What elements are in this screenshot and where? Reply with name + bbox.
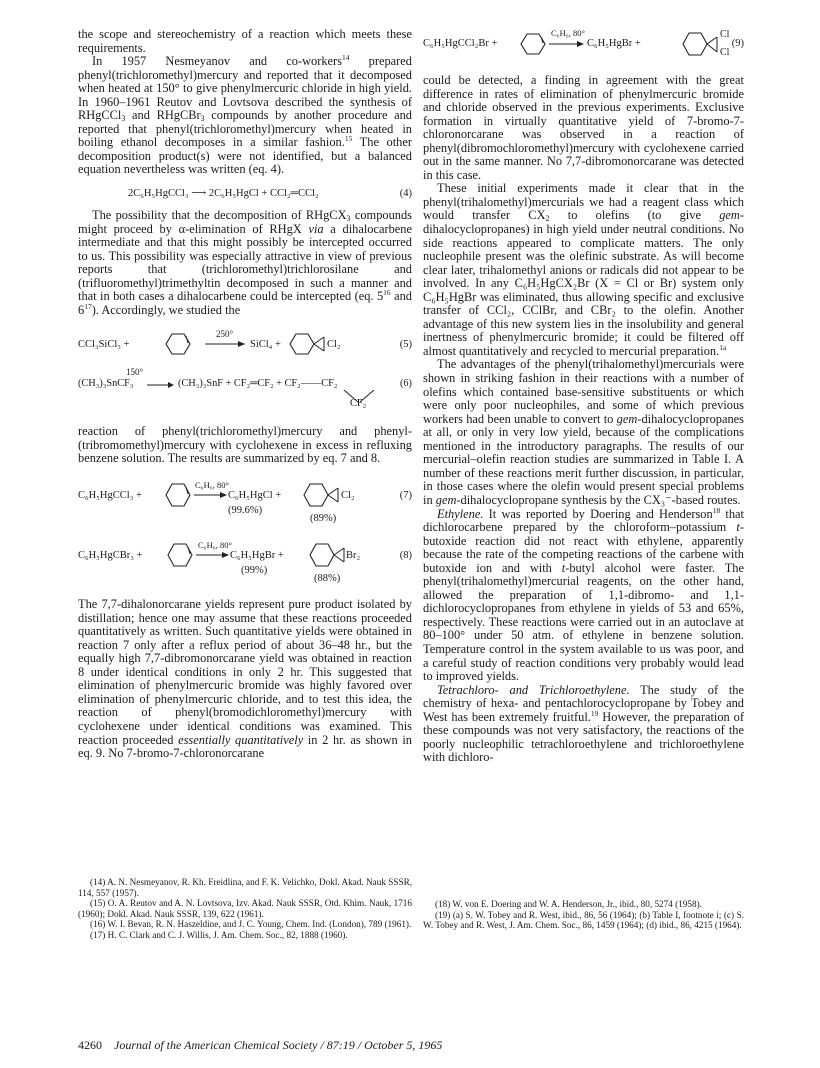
paragraph: Tetrachloro- and Trichloroethylene. The study of the chemistry of hexa- and pentachlorocyclopropane by Tobey and West has been extremely fruitful.$^{19}$ However, the preparation of these compounds was not very satisfactory, the reactions of the poorly nucleophilic tetrachloroethylene and trichloroethylene with dichloro-: [423, 682, 744, 765]
journal-issue: / 87:19 / October 5, 1965: [320, 1038, 443, 1052]
footnote: (14) A. N. Nesmeyanov, R. Kh. Freidlina, and F. K. Velichko, Dokl. Akad. Nauk SSSR, 114, 557 (1957).: [78, 877, 412, 898]
paragraph: could be detected, a finding in agreement with the great difference in rates of elimination of phenylmercuric bromide and chloride observed in the previous experiments. Exclusive formation in virtually quantitative yield of 7-bromo-7-chloronorcarane was observed in a reaction of phenyl(dibromochloromethyl)mercury with cyclohexene carried out in the same manner. No 7,7-dibromonorcarane was detected in this case.: [423, 73, 744, 182]
paragraph: The possibility that the decomposition of RHgCX$_3$ compounds might proceed by α-elimination of RHgX via a dihalocarbene intermediate and that this might possibly be intercepted occurred to us. This possibility was especially attractive in view of previous reports that (trichloromethyl)trichlorosilane and (trifluoromethyl)trimethyltin decomposed in such a manner and that in both cases a dihalocarbene could be intercepted (eq. $5^{16}$ and $6^{17}$). Accordingly, we studied the: [78, 208, 412, 317]
equation-6: 150° (CH₃)₃SnCF₃ (CH₃)₃SnF + CF₂═CF₂ + CF₂——CF₂ CF₂ (6): [78, 367, 412, 410]
footnote: (19) (a) S. W. Tobey and R. West, ibid., 86, 56 (1964); (b) Table I, footnote i; (c) S. W. Tobey and R. West, J. Am. Chem. Soc., 86, 1459 (1964); (d) ibid., 86, 4215 (1964).: [423, 909, 744, 931]
journal-name: Journal of the American Chemical Society: [114, 1038, 318, 1052]
equation-8: C₆H₅HgCBr₃ + C₆H₆, 80° C₆H₅HgBr + (99%) Br₂ (88%) (8): [78, 538, 412, 588]
footnotes-right: [423, 899, 744, 931]
page-footer: [78, 1038, 442, 1053]
paragraph: The 7,7-dihalonorcarane yields represent pure product isolated by distillation; hence one may assume that these reactions proceeded quantitatively as written. Such quantitative yields were obtained in reaction 7 only after a reflux period of about 36–48 hr., but the equally high 7,7-dibromonorcarane yield was obtained in reaction 8 under identical conditions in only 2 hr. This suggested that elimination of phenylmercuric bromide was highly favored over elimination of phenylmercuric chloride, and to test this idea, the reaction of phenyl(bromodichloromethyl)mercury with cyclohexene under identical conditions was examined. This reaction proceeded essentially quantitatively in 2 hr. as shown in eq. 9. No 7-bromo-7-chloronorcarane: [78, 597, 412, 761]
footnote: (18) W. von E. Doering and W. A. Henderson, Jr., ibid., 80, 5274 (1958).: [435, 899, 702, 909]
paragraph: reaction of phenyl(trichloromethyl)mercury and phenyl-(tribromomethyl)mercury with cyclohexene in excess in refluxing benzene solution. The results are summarized by eq. 7 and 8.: [78, 424, 412, 466]
page-number: 4260: [78, 1038, 102, 1052]
section-heading: Tetrachloro- and Trichloroethylene.: [437, 682, 630, 697]
paragraph: Ethylene. It was reported by Doering and Henderson$^{18}$ that dichlorocarbene prepared by the chloroform–potassium t-butoxide reaction did not react with ethylene, apparently because the rate of the competing reactions of the carbene with butoxide ion and with t-butyl alcohol were faster. The phenyl(trihalomethyl)mercurial reagents, on the other hand, allowed the preparation of 1,1-dibromo- and 1,1-dichlorocyclopropanes from ethylene in yields of 53 and 65%, respectively. These reactions were carried out in an autoclave at 80–100° under 50 atm. of ethylene in benzene solution. Temperature control in the system available to us was poor, and a careful study of reaction conditions very probably would lead to improved yields.: [423, 505, 744, 684]
arrow-icon: [147, 381, 175, 389]
section-heading: Ethylene.: [437, 506, 484, 521]
equation-7: C₆H₅HgCCl₃ + C₆H₆, 80° C₆H₅HgCl + (99.6%) Cl₂ (89%) (7): [78, 478, 412, 528]
footnotes-left: [78, 877, 412, 941]
paragraph: These initial experiments made it clear that in the phenyl(trihalomethyl)mercurials we had a reagent class which would transfer $CX_2$ to olefins (to give gem-dihalocyclopropanes) in high yield under neutral conditions. No side reactions appeared to complicate matters. The only nucleophile present was the olefinic substrate. As will become clear later, trihalomethyl anions or radicals did not appear to be involved. In any C₆H₅HgCX₂Br (X = Cl or Br) system only C₆H₅HgBr was eliminated, thus allowing specific and exclusive transfer of CCl₂, CClBr, and CBr₂ to the olefin. Another advantage of this new system lies in the insolubility and general inertness of phenylmercuric bromide; it could be filtered off almost quantitatively and recycled to mercurial preparation.$^{1a}$: [423, 181, 744, 358]
equation-5: CCl₃SiCl₃ + 250° SiCl₄ + Cl₂ (5): [78, 327, 412, 361]
equation-5-structures: [160, 327, 410, 361]
equation-9: C₆H₅HgCCl₂Br + C₆H₆, 80° C₆H₅HgBr + Cl Cl (9): [423, 28, 744, 64]
paragraph: The advantages of the phenyl(trihalomethyl)mercurials were shown in striking fashion in their reactions with a number of olefins which contained base-sensitive substituents or which were only poor nucleophiles, and some of which previous workers had been unable to convert to gem-dihalocyclopropanes at all, or only in very low yield, because of the complications mentioned in the introductory paragraphs. The results of our mercurial–olefin reaction studies are summarized in Table I. A number of these reactions merit further discussion, in particular, in those cases where the olefin would present special problems in gem-dihalocyclopropane synthesis by the CX₃⁻-based routes.: [423, 357, 744, 507]
footnote: (15) O. A. Reutov and A. N. Lovtsova, Izv. Akad. Nauk SSSR, Otd. Khim. Nauk, 1716 (1960); Dokl. Akad. Nauk SSSR, 139, 622 (1961).: [78, 898, 412, 919]
paragraph: the scope and stereochemistry of a reaction which meets these requirements.: [78, 27, 412, 55]
ref-marker: 14: [342, 53, 350, 63]
equation-4: 2C₆H₅HgCCl₃ ⟶ 2C₆H₅HgCl + CCl₂═CCl₂ (4): [128, 187, 412, 200]
footnote: (16) W. I. Bevan, R. N. Haszeldine, and J. C. Young, Chem. Ind. (London), 789 (1961).: [90, 919, 412, 930]
left-column: [78, 28, 412, 761]
ref-marker: 15: [344, 134, 353, 144]
right-column: [423, 28, 744, 765]
paragraph: In 1957 Nesmeyanov and co-workers$^{14}$ prepared phenyl(trichloromethyl)mercury and reported that it decomposed when heated at 150° to give phenylmercuric chloride in high yield. In 1960–1961 Reutov and Lovtsova described the synthesis of RHgCCl$_3$ and RHgCBr$_3$ compounds by another procedure and reported that phenyl(trichloromethyl)mercury when heated in boiling ethanol decomposes in a similar fashion.$^{15}$ The other decomposition product(s) were not identified, but a balanced equation nevertheless was written (eq. 4).: [78, 53, 413, 177]
footnote: (17) H. C. Clark and C. J. Willis, J. Am. Chem. Soc., 82, 1888 (1960).: [90, 929, 348, 940]
cyclopropane-ring: [707, 34, 721, 56]
